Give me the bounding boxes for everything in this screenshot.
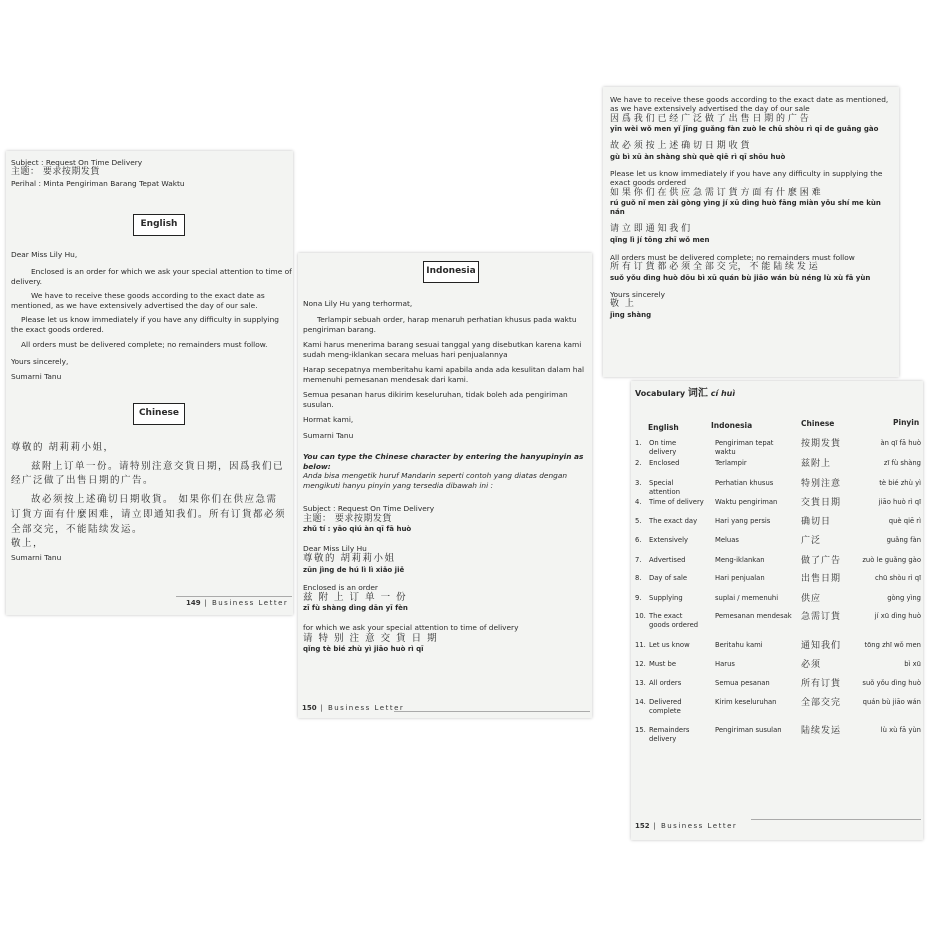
line-3-en: Please let us know immediately if you have any difficulty in supplying the exact goods ordered — [610, 168, 883, 188]
example-2-pinyin: zūn jìng de hú lì lì xiǎo jiě — [303, 565, 405, 574]
vocab-row — [631, 679, 923, 697]
line-4-zh: 请 立 即 通 知 我 们 — [610, 224, 691, 235]
vocab-row — [631, 439, 923, 457]
page-151 — [603, 87, 899, 377]
vocab-english: Day of sale — [649, 574, 688, 582]
zh-signature: Sumarni Tanu — [11, 553, 62, 563]
header-english: English — [648, 423, 679, 432]
vocab-pinyin: gòng yìng — [887, 594, 921, 602]
zh-paragraph-2: 故必须按上述确切日期收貨。 如果你们在供应急需订貨方面有什麼困难，请立即通知我们。所有订貨都必须全部交完，不能陆续发运。 — [11, 494, 287, 535]
vocab-indonesia: Hari penjualan — [715, 574, 765, 582]
example-3-pinyin: zī fù shàng dìng dān yī fèn — [303, 604, 408, 613]
vocab-indonesia: Kirim keseluruhan — [715, 698, 777, 706]
subject-id: Perihal : Minta Pengiriman Barang Tepat Waktu — [11, 178, 185, 188]
line-1-en: We have to receive these goods according to the exact date as mentioned, as we have extensively advertised the day of our sale — [610, 95, 889, 114]
page-footer: 152 | Business Letter — [635, 822, 738, 830]
vocab-pinyin: àn qī fā huò — [880, 439, 921, 447]
vocab-pinyin: quán bù jiāo wán — [862, 698, 921, 706]
vocab-pinyin: guǎng fàn — [886, 536, 921, 544]
vocab-chinese: 兹附上 — [801, 459, 832, 469]
vocab-english: All orders — [649, 679, 682, 687]
example-3-en: Enclosed is an order — [303, 582, 378, 592]
vocab-row — [631, 517, 923, 535]
vocab-pinyin: cí huì — [710, 389, 736, 398]
zh-salutation: 尊敬的 胡莉莉小姐， — [11, 442, 115, 453]
vocab-chinese: 交貨日期 — [801, 498, 842, 508]
example-4-zh: 请 特 别 注 意 交 貨 日 期 — [303, 632, 439, 644]
vocab-chinese: 出售日期 — [801, 574, 842, 584]
vocab-number: 1. — [635, 439, 642, 447]
closing-pinyin: jìng shàng — [610, 310, 652, 319]
vocab-row — [631, 574, 923, 592]
header-pinyin: Pinyin — [893, 418, 920, 427]
vocab-english: Delivered complete — [649, 698, 682, 715]
paragraph-1: Enclosed is an order for which we ask your special attention to time of delivery. — [11, 267, 292, 286]
vocab-number: 10. — [635, 612, 646, 620]
vocab-english: Must be — [649, 660, 677, 668]
zh-paragraph-1: 兹附上订单一份。请特别注意交貨日期，因爲我们已经广泛做了出售日期的广告。 — [11, 460, 285, 487]
page-footer: 150 | Business Letter — [302, 704, 405, 712]
line-5-zh: 所 有 订 貨 都 必 须 全 部 交 完， 不 能 陆 续 发 运 — [610, 262, 818, 273]
vocab-pinyin: zuò le guǎng gào — [862, 556, 921, 564]
english-heading: English — [133, 214, 185, 236]
page-150 — [298, 253, 592, 718]
vocab-number: 15. — [635, 726, 646, 734]
vocab-english: Special attention — [649, 479, 681, 496]
example-1-zh: 主题： 要求按期发貨 — [303, 513, 392, 524]
line-1-pinyin: yīn wèi wǒ men yǐ jīng guǎng fàn zuò le chū shòu rì qī de guǎng gào — [610, 125, 879, 134]
vocab-pinyin: chū shòu rì qī — [874, 574, 921, 582]
zh-closing: 敬上， — [11, 538, 45, 550]
signature: Sumarni Tanu — [11, 372, 62, 382]
vocab-chinese: 所有订貨 — [801, 679, 842, 689]
example-1-pinyin: zhǔ tí : yāo qiú àn qī fā huò — [303, 525, 412, 534]
vocab-chinese: 陆续发运 — [801, 726, 842, 736]
vocab-indonesia: Pengiriman tepat waktu — [715, 439, 774, 456]
chinese-heading: Chinese — [133, 403, 185, 425]
vocab-number: 3. — [635, 479, 642, 487]
vocab-number: 6. — [635, 536, 642, 544]
page-number: 152 — [635, 822, 650, 830]
paragraph-3: Please let us know immediately if you have any difficulty in supplying the exact goods ordered. — [11, 315, 279, 334]
vocab-row — [631, 612, 923, 630]
vocab-indonesia: Waktu pengiriman — [715, 498, 778, 506]
header-chinese: Chinese — [801, 419, 835, 428]
vocab-indonesia: Terlampir — [715, 459, 747, 467]
example-4-pinyin: qǐng tè bié zhù yì jiāo huò rì qī — [303, 644, 424, 653]
vocab-english: On time delivery — [649, 439, 677, 456]
paragraph-4: Semua pesanan harus dikirim keseluruhan, tidak boleh ada pengiriman susulan. — [303, 390, 568, 409]
vocab-zh: 词汇 — [687, 388, 708, 399]
instruction-en: You can type the Chinese character by entering the hanyupinyin as below: — [303, 452, 584, 471]
vocab-indonesia: Pengiriman susulan — [715, 726, 782, 734]
vocab-row — [631, 536, 923, 554]
vocab-row — [631, 660, 923, 678]
vocab-row — [631, 459, 923, 477]
vocab-pinyin: tè bié zhù yì — [879, 479, 921, 487]
page-number: 150 — [302, 704, 317, 712]
example-4-en: for which we ask your special attention to time of delivery — [303, 623, 519, 633]
vocab-chinese: 做了广告 — [801, 556, 842, 566]
vocab-english: The exact goods ordered — [649, 612, 699, 629]
vocab-number: 11. — [635, 641, 646, 649]
footer-title: Business Letter — [660, 822, 738, 830]
vocab-row — [631, 479, 923, 497]
subject-zh: 主题： 要求按期发貨 — [11, 167, 100, 178]
line-3-zh: 如 果 你 们 在 供 应 急 需 订 貨 方 面 有 什 麽 困 难 — [610, 187, 821, 198]
vocab-number: 4. — [635, 498, 642, 506]
vocabulary-title — [635, 388, 735, 401]
paragraph-4: All orders must be delivered complete; no remainders must follow. — [21, 340, 268, 350]
vocab-english: Supplying — [649, 594, 683, 602]
salutation: Nona Lily Hu yang terhormat, — [303, 299, 413, 308]
page-number: 149 — [186, 599, 201, 607]
vocab-number: 2. — [635, 459, 642, 467]
vocab-number: 12. — [635, 660, 646, 668]
closing: Hormat kami, — [303, 415, 354, 425]
salutation: Dear Miss Lily Hu, — [11, 250, 78, 259]
vocab-indonesia: Perhatian khusus — [715, 479, 774, 487]
indonesia-heading: Indonesia — [423, 261, 479, 283]
example-2-zh: 尊敬的 胡莉莉小姐 — [303, 553, 396, 565]
closing-zh: 敬 上 — [610, 299, 636, 310]
vocab-indonesia: Beritahu kami — [715, 641, 763, 649]
vocab-label: Vocabulary — [635, 389, 686, 398]
example-2-en: Dear Miss Lily Hu — [303, 543, 367, 553]
vocab-indonesia: Hari yang persis — [715, 517, 771, 525]
paragraph-3: Harap secepatnya memberitahu kami apabila anda ada kesulitan dalam hal memenuhi pemesanan mendesak dari kami. — [303, 365, 585, 384]
vocab-indonesia: suplai / memenuhi — [715, 594, 779, 602]
vocab-chinese: 按期发貨 — [801, 439, 842, 449]
paragraph-2: Kami harus menerima barang sesuai tanggal yang disebutkan karena kami sudah meng-iklankan secara meluas hari penjualannya — [303, 340, 582, 359]
closing: Yours sincerely, — [11, 356, 69, 366]
page-footer: 149 | Business Letter — [186, 599, 289, 607]
instruction-id: Anda bisa mengetik huruf Mandarin seperti contoh yang diatas dengan mengikuti hanyu pinyin yang tersedia dibawah ini : — [303, 471, 568, 490]
vocab-english: Remainders delivery — [649, 726, 690, 743]
paragraph-1: Terlampir sebuah order, harap menaruh perhatian khusus pada waktu pengiriman barang. — [303, 315, 577, 334]
vocab-english: Let us know — [649, 641, 690, 649]
vocab-indonesia: Meluas — [715, 536, 739, 544]
vocab-pinyin: bì xū — [904, 660, 921, 668]
vocab-english: Time of delivery — [649, 498, 704, 506]
signature: Sumarni Tanu — [303, 430, 354, 440]
vocab-row — [631, 698, 923, 716]
vocab-english: The exact day — [649, 517, 698, 525]
subject-en: Subject : Request On Time Delivery — [11, 158, 143, 167]
vocab-pinyin: què qiē rì — [888, 517, 921, 525]
vocab-row — [631, 556, 923, 574]
vocab-number: 14. — [635, 698, 646, 706]
footer-title: Business Letter — [211, 599, 289, 607]
vocab-number: 8. — [635, 574, 642, 582]
vocab-chinese: 通知我们 — [801, 641, 842, 651]
vocab-header — [631, 418, 923, 430]
vocab-indonesia: Pemesanan mendesak — [715, 612, 792, 620]
vocab-indonesia: Meng-iklankan — [715, 556, 765, 564]
vocab-number: 7. — [635, 556, 642, 564]
page-149 — [6, 151, 293, 615]
vocab-pinyin: zī fù shàng — [883, 459, 921, 467]
closing-en: Yours sincerely — [610, 289, 666, 299]
vocab-pinyin: jí xū dìng huò — [874, 612, 921, 620]
line-5-pinyin: suǒ yǒu dìng huò dōu bì xū quán bù jiāo wán bù néng lù xù fā yùn — [610, 273, 871, 282]
vocab-chinese: 全部交完 — [801, 698, 842, 708]
line-2-pinyin: gù bì xū àn shàng shù què qiē rì qī shōu huò — [610, 152, 786, 161]
page-152 — [631, 381, 923, 840]
vocab-row — [631, 498, 923, 516]
line-1-zh: 因 爲 我 们 已 经 广 泛 做 了 出 售 日 期 的 广 告 — [610, 113, 809, 124]
footer-title: Business Letter — [327, 704, 405, 712]
vocab-chinese: 确切日 — [801, 517, 832, 527]
paragraph-2: We have to receive these goods according to the exact date as mentioned, as we have extensively advertised the day of our sale. — [11, 291, 265, 310]
vocab-number: 13. — [635, 679, 646, 687]
vocab-indonesia: Harus — [715, 660, 735, 668]
line-5-en: All orders must be delivered complete; no remainders must follow — [610, 252, 855, 262]
vocab-pinyin: lù xù fā yùn — [880, 726, 921, 734]
vocab-chinese: 供应 — [801, 594, 822, 604]
example-1-en: Subject : Request On Time Delivery — [303, 504, 435, 514]
vocab-row — [631, 594, 923, 612]
vocab-english: Extensively — [649, 536, 689, 544]
vocab-chinese: 急需订貨 — [801, 612, 842, 622]
example-3-zh: 兹 附 上 订 单 一 份 — [303, 592, 408, 604]
vocab-pinyin: suǒ yǒu dìng huò — [862, 679, 921, 687]
header-indonesia: Indonesia — [711, 421, 753, 430]
vocab-chinese: 特别注意 — [801, 479, 842, 489]
line-3-pinyin: rú guǒ nǐ men zài gòng yìng jí xū dìng huò fāng miàn yǒu shí me kùn nán — [610, 199, 881, 217]
vocab-row — [631, 641, 923, 659]
vocab-number: 9. — [635, 594, 642, 602]
vocab-chinese: 广泛 — [801, 536, 822, 546]
line-2-zh: 故 必 须 按 上 述 确 切 日 期 收 貨 — [610, 141, 750, 152]
vocab-english: Enclosed — [649, 459, 680, 467]
vocab-pinyin: tōng zhī wǒ men — [864, 641, 921, 649]
vocab-pinyin: jiāo huò rì qī — [878, 498, 921, 506]
vocab-indonesia: Semua pesanan — [715, 679, 770, 687]
line-4-pinyin: qǐng lì jí tōng zhī wǒ men — [610, 235, 710, 244]
vocab-chinese: 必须 — [801, 660, 822, 670]
vocab-english: Advertised — [649, 556, 686, 564]
vocab-row — [631, 726, 923, 744]
vocab-number: 5. — [635, 517, 642, 525]
